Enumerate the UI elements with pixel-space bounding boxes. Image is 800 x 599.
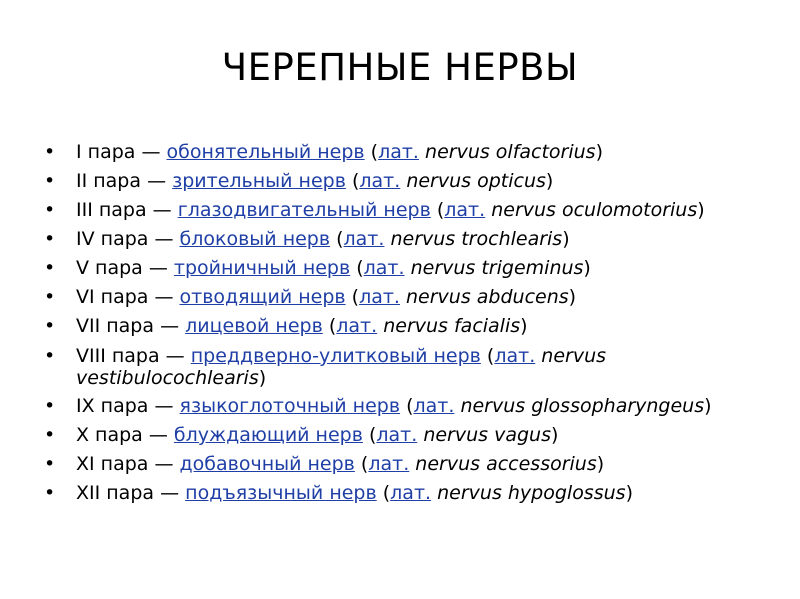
nerve-link[interactable]: преддверно-улитковый нерв: [190, 345, 481, 367]
pair-number: V пара: [76, 257, 143, 279]
pair-number: III пара: [76, 199, 147, 221]
lat-link[interactable]: лат.: [444, 199, 486, 221]
lat-link[interactable]: лат.: [359, 170, 401, 192]
lat-link[interactable]: лат.: [336, 315, 378, 337]
lat-link[interactable]: лат.: [376, 424, 418, 446]
page-title: ЧЕРЕПНЫЕ НЕРВЫ: [221, 46, 579, 89]
pair-number: VII пара: [76, 315, 155, 337]
nerve-link[interactable]: отводящий нерв: [179, 286, 346, 308]
list-item: • X пара — блуждающий нерв (лат. nervus vagus): [42, 421, 762, 450]
latin-name: nervus vestibulocochlearis: [76, 345, 607, 389]
lat-link[interactable]: лат.: [368, 453, 410, 475]
dash: —: [147, 170, 167, 192]
dash: —: [160, 482, 180, 504]
list-item: • VIII пара — преддверно-улитковый нерв (лат. nervus vestibulocochlearis): [44, 345, 607, 389]
bullet-icon: •: [44, 170, 56, 192]
pair-number: VIII пара: [76, 345, 160, 367]
latin-name: nervus olfactorius: [425, 141, 596, 163]
pair-number: IV пара: [76, 228, 149, 250]
list-item: • XII пара — подъязычный нерв (лат. nervus hypoglossus): [42, 479, 762, 508]
pair-number: II пара: [76, 170, 142, 192]
list-item: • V пара — тройничный нерв (лат. nervus trigeminus): [42, 254, 762, 283]
bullet-icon: •: [44, 228, 56, 250]
dash: —: [148, 257, 168, 279]
latin-name: nervus facialis: [383, 315, 521, 337]
pair-number: XII пара: [76, 482, 155, 504]
pair-number: VI пара: [76, 286, 149, 308]
list-item: • VI пара — отводящий нерв (лат. nervus abducens): [42, 283, 762, 312]
nerve-link[interactable]: блоковый нерв: [179, 228, 331, 250]
latin-name: nervus abducens: [406, 286, 569, 308]
bullet-icon: •: [44, 286, 56, 308]
dash: —: [141, 141, 161, 163]
bullet-icon: •: [44, 453, 56, 475]
bullet-icon: •: [44, 395, 56, 417]
nerve-link[interactable]: тройничный нерв: [173, 257, 351, 279]
list-item: • III пара — глазодвигательный нерв (лат. nervus oculomotorius): [42, 196, 762, 225]
latin-name: nervus oculomotorius: [491, 199, 698, 221]
latin-name: nervus vagus: [423, 424, 551, 446]
dash: —: [148, 424, 168, 446]
lat-link[interactable]: лат.: [378, 141, 419, 163]
pair-number: I пара: [76, 141, 136, 163]
nerve-link[interactable]: обонятельный нерв: [166, 141, 365, 163]
nerve-link[interactable]: лицевой нерв: [185, 315, 323, 337]
list-item: • II пара — зрительный нерв (лат. nervus opticus): [42, 167, 762, 196]
nerve-link[interactable]: добавочный нерв: [179, 453, 355, 475]
nerve-link[interactable]: подъязычный нерв: [185, 482, 377, 504]
list-item: • IV пара — блоковый нерв (лат. nervus trochlearis): [42, 225, 762, 254]
nerve-list: [42, 138, 762, 508]
lat-link[interactable]: лат.: [413, 395, 455, 417]
nerve-link[interactable]: глазодвигательный нерв: [177, 199, 431, 221]
latin-name: nervus trochlearis: [390, 228, 563, 250]
lat-link[interactable]: лат.: [363, 257, 405, 279]
latin-name: nervus accessorius: [415, 453, 597, 475]
list-item: • VII пара — лицевой нерв (лат. nervus facialis): [42, 312, 762, 341]
list-item: • XI пара — добавочный нерв (лат. nervus accessorius): [42, 450, 762, 479]
nerve-link[interactable]: зрительный нерв: [172, 170, 346, 192]
bullet-icon: •: [44, 141, 56, 163]
lat-link[interactable]: лат.: [494, 345, 536, 367]
latin-name: nervus opticus: [406, 170, 546, 192]
pair-number: X пара: [76, 424, 143, 446]
list-item: • I пара — обонятельный нерв (лат. nervus olfactorius): [42, 138, 762, 167]
dash: —: [165, 345, 185, 367]
dash: —: [154, 228, 174, 250]
dash: —: [154, 286, 174, 308]
latin-name: nervus hypoglossus: [437, 482, 626, 504]
bullet-icon: •: [44, 345, 56, 367]
bullet-icon: •: [44, 482, 56, 504]
dash: —: [152, 199, 172, 221]
bullet-icon: •: [44, 257, 56, 279]
latin-name: nervus glossopharyngeus: [460, 395, 705, 417]
bullet-icon: •: [44, 315, 56, 337]
bullet-icon: •: [44, 424, 56, 446]
latin-name: nervus trigeminus: [410, 257, 584, 279]
pair-number: XI пара: [76, 453, 149, 475]
pair-number: IX пара: [76, 395, 149, 417]
lat-link[interactable]: лат.: [390, 482, 432, 504]
dash: —: [154, 395, 174, 417]
lat-link[interactable]: лат.: [343, 228, 385, 250]
nerve-link[interactable]: языкоглоточный нерв: [179, 395, 401, 417]
list-item: • IX пара — языкоглоточный нерв (лат. nervus glossopharyngeus): [42, 392, 762, 421]
dash: —: [160, 315, 180, 337]
lat-link[interactable]: лат.: [359, 286, 400, 308]
nerve-link[interactable]: блуждающий нерв: [173, 424, 363, 446]
bullet-icon: •: [44, 199, 56, 221]
dash: —: [154, 453, 174, 475]
